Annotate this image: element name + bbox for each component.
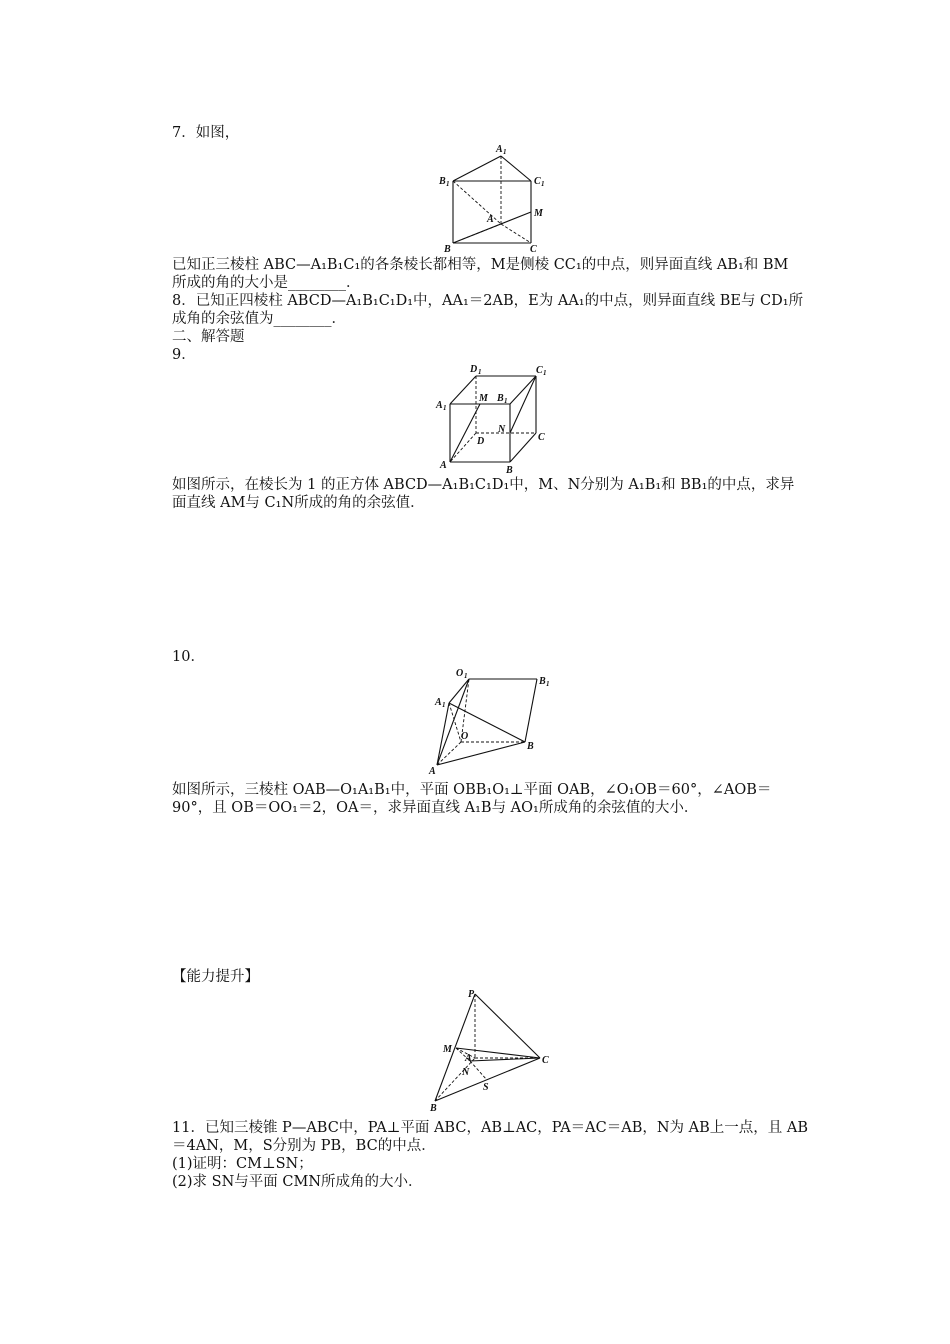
q11-text-line3: (1)证明：CM⊥SN；: [172, 1156, 313, 1172]
q10-text-line1: 如图所示，三棱柱 OAB—O₁A₁B₁中，平面 OBB₁O₁⊥平面 OAB，∠O₁OB＝60°，∠AOB＝: [172, 782, 772, 798]
label-B1: B: [439, 176, 446, 187]
label-A: A: [487, 214, 494, 225]
q11-text-line1: 11．已知三棱锥 P—ABC中，PA⊥平面 ABC，AB⊥AC，PA＝AC＝AB，N为 AB上一点，且 AB: [172, 1120, 809, 1136]
label-A: A: [465, 1053, 472, 1064]
label-A1-sub: 1: [442, 701, 446, 709]
q8-text-line2: 成角的余弦值为________．: [172, 311, 346, 327]
q9-number: 9．: [172, 347, 196, 363]
q11-text-line4: (2)求 SN与平面 CMN所成角的大小．: [172, 1174, 423, 1190]
label-M: M: [479, 393, 488, 404]
label-P: P: [468, 989, 475, 1000]
label-B: B: [506, 465, 513, 476]
q8-text-line1: 8．已知正四棱柱 ABCD—A₁B₁C₁D₁中，AA₁＝2AB，E为 AA₁的中点，则异面直线 BE与 CD₁所: [172, 293, 804, 309]
label-C1: C: [534, 176, 541, 187]
label-A1: A: [436, 400, 443, 411]
label-A1: A: [496, 144, 503, 155]
q7-text-line1: 已知正三棱柱 ABC—A₁B₁C₁的各条棱长都相等，M是侧棱 CC₁的中点，则异面直线 AB₁和 BM: [172, 257, 789, 273]
label-C1-sub: 1: [543, 369, 547, 377]
label-C: C: [542, 1055, 549, 1066]
label-A1-sub: 1: [503, 148, 507, 156]
q10-text-line2: 90°，且 OB＝OO₁＝2，OA＝，求异面直线 A₁B与 AO₁所成角的余弦值的大小．: [172, 800, 699, 816]
label-B: B: [430, 1103, 437, 1114]
label-A: A: [440, 460, 447, 471]
ability-heading: 【能力提升】: [172, 969, 259, 985]
label-B: B: [527, 741, 534, 752]
label-B1-sub: 1: [504, 397, 508, 405]
label-N: N: [498, 424, 506, 435]
q7-figure: [430, 140, 560, 255]
label-C: C: [538, 432, 545, 443]
label-A1-sub: 1: [443, 404, 447, 412]
label-D: D: [477, 436, 485, 447]
label-O: O: [461, 731, 469, 742]
q7-text-line2: 所成的角的大小是________．: [172, 275, 361, 291]
q10-figure: [425, 663, 565, 778]
section-heading: 二、解答题: [172, 329, 245, 345]
label-B1-sub: 1: [546, 680, 550, 688]
q10-number: 10．: [172, 649, 205, 665]
label-N: N: [462, 1067, 470, 1078]
label-B1: B: [497, 393, 504, 404]
label-A: A: [429, 766, 436, 777]
q9-text-line1: 如图所示，在棱长为 1 的正方体 ABCD—A₁B₁C₁D₁中，M、N分别为 A₁B₁和 BB₁的中点，求异: [172, 477, 795, 493]
q7-number: 7．如图，: [172, 125, 240, 141]
label-A1: A: [435, 697, 442, 708]
label-C1-sub: 1: [541, 180, 545, 188]
label-O1-sub: 1: [464, 672, 468, 680]
q9-figure: [430, 360, 560, 478]
label-M: M: [534, 208, 543, 219]
label-C: C: [530, 244, 537, 255]
label-B1: B: [539, 676, 546, 687]
q11-text-line2: ＝4AN，M，S分别为 PB，BC的中点．: [172, 1138, 436, 1154]
label-O1: O: [456, 668, 464, 679]
label-C1: C: [536, 365, 543, 376]
label-S: S: [483, 1082, 489, 1093]
label-B1-sub: 1: [446, 180, 450, 188]
q9-text-line2: 面直线 AM与 C₁N所成的角的余弦值．: [172, 495, 425, 511]
q11-figure: [425, 985, 560, 1115]
label-M: M: [443, 1044, 452, 1055]
label-B: B: [444, 244, 451, 255]
label-D1-sub: 1: [478, 368, 482, 376]
label-D1: D: [470, 364, 478, 375]
